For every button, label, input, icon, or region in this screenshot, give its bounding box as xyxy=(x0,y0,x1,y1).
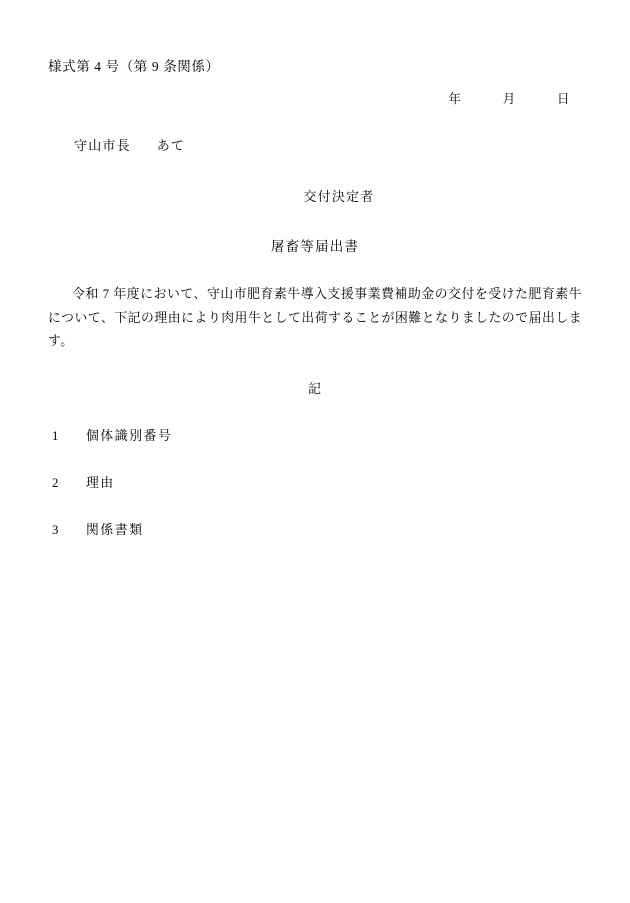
list-item xyxy=(48,519,582,538)
addressee-suffix: あて xyxy=(156,138,186,153)
item-label: 個体識別番号 xyxy=(86,429,173,444)
item-number: 1 xyxy=(52,429,60,444)
date-day-label: 日 xyxy=(556,92,570,106)
addressee-name: 守山市長 xyxy=(74,138,131,153)
date-line xyxy=(48,89,582,107)
date-month-label: 月 xyxy=(502,92,516,106)
list-item xyxy=(48,425,582,444)
ki-mark: 記 xyxy=(307,381,322,397)
body-text: 令和 7 年度において、守山市肥育素牛導入支援事業費補助金の交付を受けた肥育素牛について、下記の理由により肉用牛として出荷することが困難となりましたので届出します。 xyxy=(48,287,582,349)
item-label: 理由 xyxy=(86,476,115,491)
decider-line: 交付決定者 xyxy=(303,189,375,204)
item-list xyxy=(48,425,582,538)
form-number: 様式第 4 号（第 9 条関係） xyxy=(48,59,220,74)
date-year-label: 年 xyxy=(448,92,462,106)
document-title: 屠畜等届出書 xyxy=(270,239,360,254)
item-number: 3 xyxy=(52,523,60,538)
item-label: 関係書類 xyxy=(86,523,144,538)
addressee-line xyxy=(48,135,582,154)
body-paragraph xyxy=(48,283,582,354)
list-item xyxy=(48,472,582,491)
document-content xyxy=(48,0,582,566)
item-number: 2 xyxy=(52,476,60,491)
